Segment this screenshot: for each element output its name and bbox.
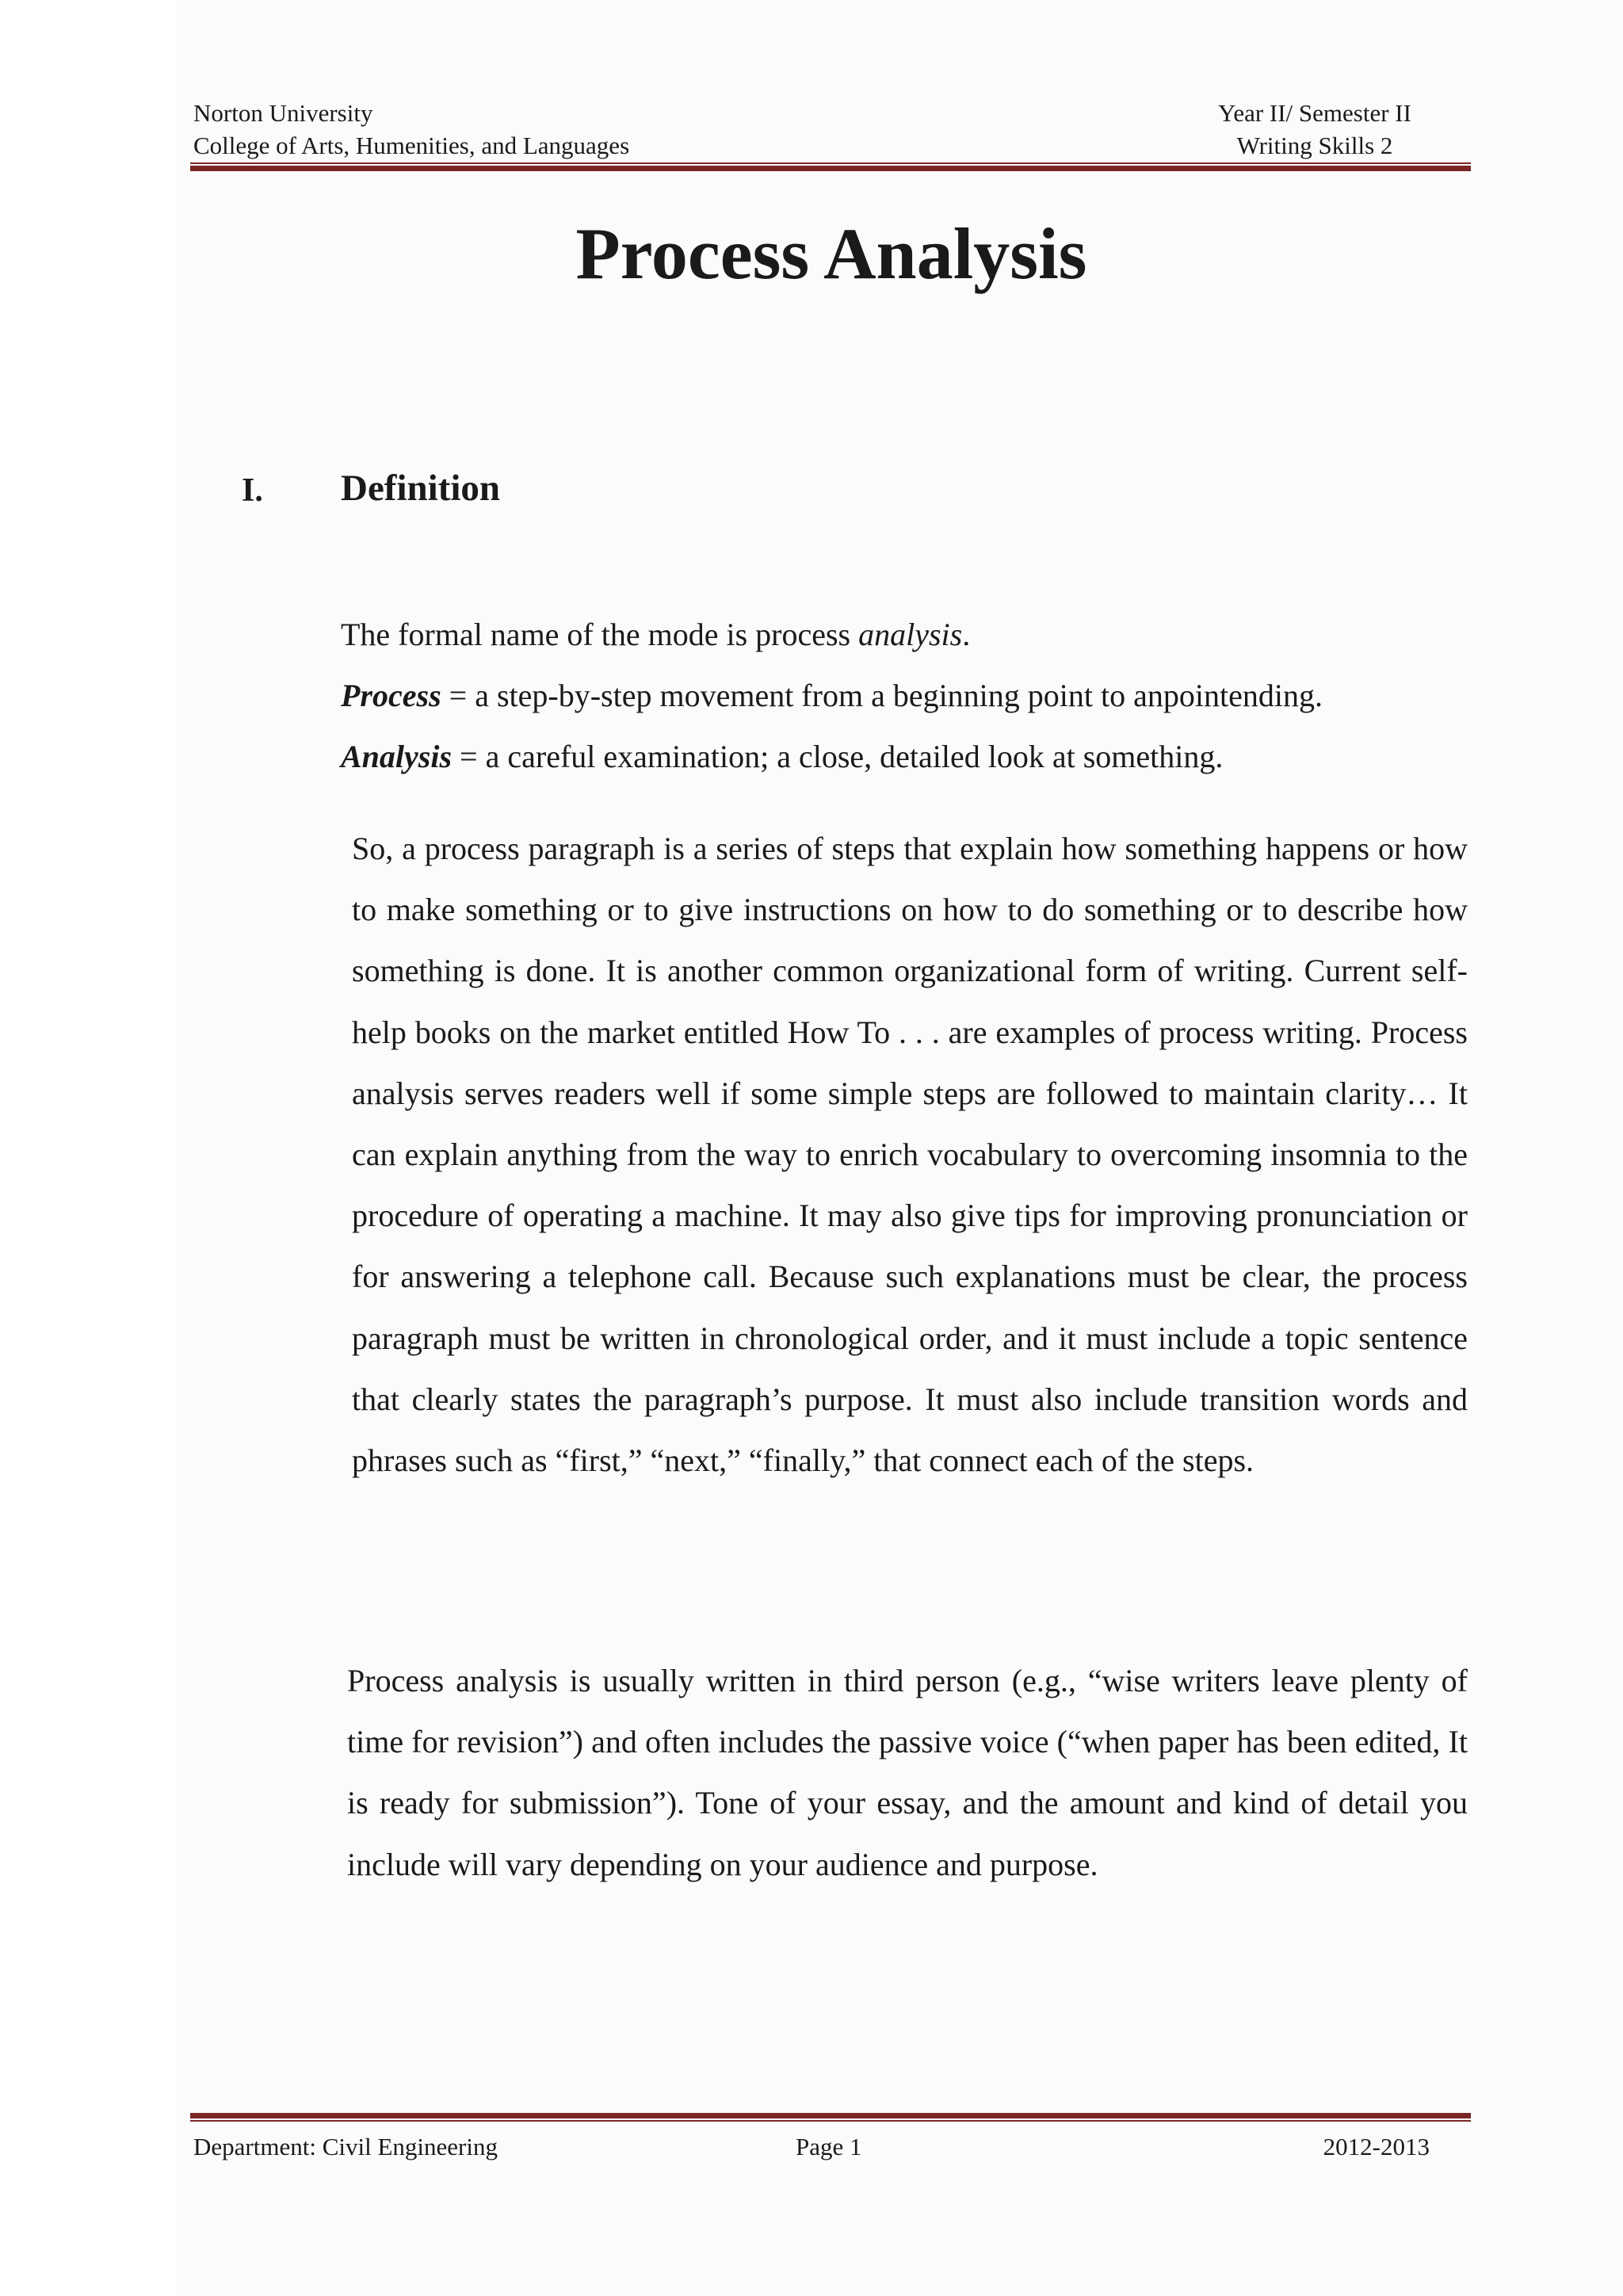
header-college: College of Arts, Humenities, and Languages	[193, 132, 630, 159]
header-institution: Norton University	[193, 99, 373, 127]
page-header	[193, 97, 1430, 162]
process-term: Process	[341, 678, 441, 713]
definition-process: Process = a step-by-step movement from a beginning point to anpointending.	[341, 678, 1323, 713]
analysis-term: Analysis	[341, 739, 453, 774]
section-number: I.	[242, 472, 263, 509]
footer-divider	[190, 2113, 1471, 2122]
page-title: Process Analysis	[575, 213, 1087, 294]
analysis-italic: analysis	[858, 617, 963, 652]
section-heading: Definition	[341, 468, 501, 509]
page-number: Page 1	[796, 2133, 862, 2160]
footer-department: Department: Civil Engineering	[193, 2133, 498, 2160]
footer-year: 2012-2013	[1323, 2133, 1430, 2160]
header-divider	[190, 162, 1471, 171]
page-footer	[193, 2130, 1430, 2163]
paragraph-process-description: So, a process paragraph is a series of steps that explain how something happens or how to make something or to give instructions on how to do something or to describe how something is done. It is another common organizational form of writing. Current self-help books on the market entitled How To . . . are examples of process writing. Process analysis serves readers well if some simple steps are followed to maintain clarity… It can explain anything from the way to enrich vocabulary to overcoming insomnia to the procedure of operating a machine. It may also give tips for improving pronunciation or for answering a telephone call. Because such explanations must be clear, the process paragraph must be written in chronological order, and it must include a topic sentence that clearly states the paragraph’s purpose. It must also include transition words and phrases such as “first,” “next,” “finally,” that connect each of the steps.	[352, 831, 1468, 1479]
header-term: Year II/ Semester II	[1218, 99, 1411, 127]
definitions-block	[341, 604, 1323, 787]
header-course: Writing Skills 2	[1236, 132, 1393, 159]
paragraph-process-style: Process analysis is usually written in third person (e.g., “wise writers leave plenty of time for revision”) and often includes the passive voice (“when paper has been edited, It is ready for submission”). Tone of your essay, and the amount and kind of detail you include will vary depending on your audience and purpose.	[347, 1663, 1468, 1882]
definition-analysis: Analysis = a careful examination; a close, detailed look at something.	[341, 739, 1224, 774]
definition-intro: The formal name of the mode is process analysis.	[341, 617, 971, 652]
